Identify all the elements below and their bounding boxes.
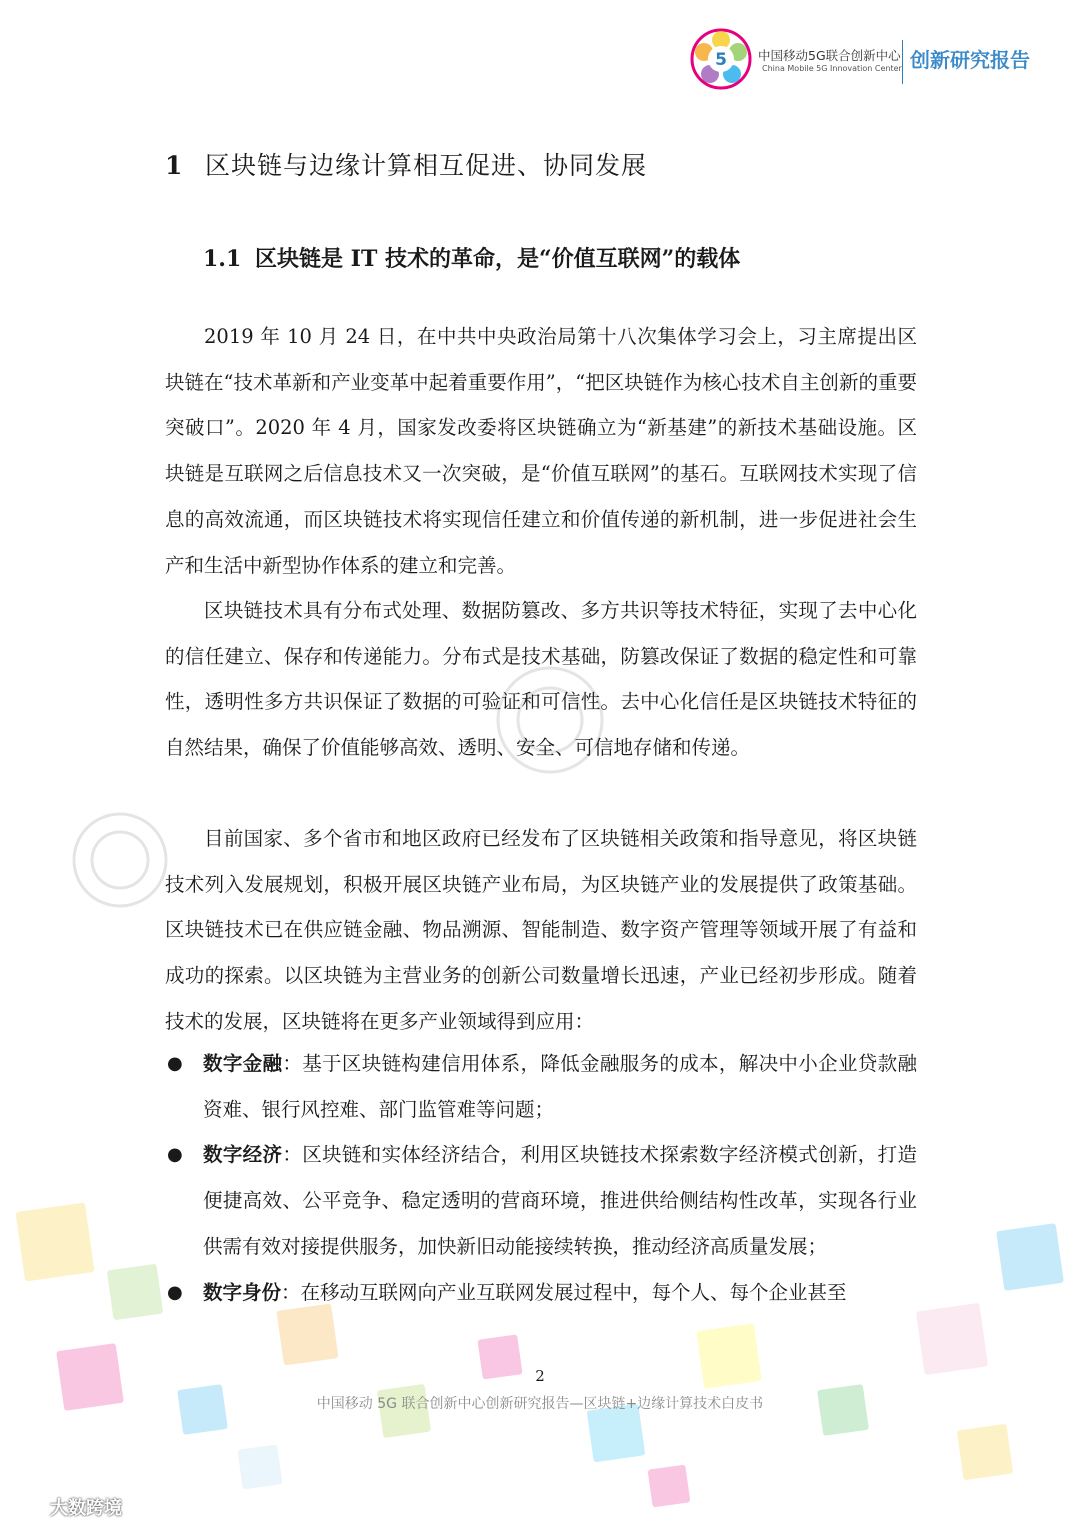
bullet-text: ：区块链和实体经济结合，利用区块链技术探索数字经济模式创新，打造便捷高效、公平竞争、稳定透明的营商环境，推进供给侧结构性改革，实现各行业供需有效对接提供服务，加快新旧动能接续转换，推动经济高质量发展； [203,1143,917,1258]
subsection-heading [203,242,740,273]
paragraph-1-block [165,314,917,588]
section-title: 区块链与边缘计算相互促进、协同发展 [205,151,648,180]
bullet-term: 数字金融 [203,1052,283,1075]
bullet-icon: ● [167,1281,183,1303]
paragraph-2-block [165,588,917,771]
subsection-number: 1.1 [203,246,242,272]
bullet-text: ：基于区块链构建信用体系，降低金融服务的成本，解决中小企业贷款融资难、银行风控难、部门监管难等问题； [203,1052,917,1121]
brand-icon [12,1494,50,1519]
list-item [165,1270,917,1316]
page-header [690,24,1060,96]
brand-watermark [12,1494,122,1520]
brand-name: 大数跨境 [50,1498,122,1519]
bullet-icon: ● [167,1144,183,1166]
paragraph: 目前国家、多个省市和地区政府已经发布了区块链相关政策和指导意见，将区块链技术列入发展规划，积极开展区块链产业布局，为区块链产业的发展提供了政策基础。区块链技术已在供应链金融、物品溯源、智能制造、数字资产管理等领域开展了有益和成功的探索。以区块链为主营业务的创新公司数量增长迅速，产业已经初步形成。随着技术的发展，区块链将在更多产业领域得到应用： [165,827,917,1033]
page-number: 2 [535,1367,545,1385]
header-divider [902,40,903,84]
bullet-term: 数字身份 [203,1280,282,1304]
bullet-term: 数字经济 [203,1143,283,1167]
svg-text:5: 5 [715,50,727,70]
section-number: 1 [165,151,184,180]
org-name-en: China Mobile 5G Innovation Center [762,64,902,73]
paragraph-3-block [165,816,917,1045]
section-heading [165,146,647,182]
subsection-title: 区块链是 IT 技术的革命，是“价值互联网”的载体 [255,246,741,272]
paragraph: 区块链技术具有分布式处理、数据防篡改、多方共识等技术特征，实现了去中心化的信任建立、保存和传递能力。分布式是技术基础，防篡改保证了数据的稳定性和可靠性，透明性多方共识保证了数据的可验证和可信性。去中心化信任是区块链技术特征的自然结果，确保了价值能够高效、透明、安全、可信地存储和传递。 [165,599,917,760]
paragraph: 2019 年 10 月 24 日，在中共中央政治局第十八次集体学习会上，习主席提出区块链在“技术革新和产业变革中起着重要作用”，“把区块链作为核心技术自主创新的重要突破口”。2020 年 4 月，国家发改委将区块链确立为“新基建”的新技术基础设施。区块链是互联网之后信息技术又一次突破，是“价值互联网”的基石。互联网技术实现了信息的高效流通，而区块链技术将实现信任建立和价值传递的新机制，进一步促进社会生产和生活中新型协作体系的建立和完善。 [165,325,917,577]
list-item [165,1132,917,1269]
report-tag: 创新研究报告 [910,48,1030,72]
bullet-icon: ● [167,1053,183,1074]
org-name-cn: 中国移动5G联合创新中心 [758,48,901,63]
5g-logo-icon [690,28,752,90]
bullet-list [165,1041,917,1315]
list-item [165,1041,917,1132]
page-footer: 中国移动 5G 联合创新中心创新研究报告—区块链+边缘计算技术白皮书 [316,1396,764,1412]
bullet-text: ：在移动互联网向产业互联网发展过程中，每个人、每个企业甚至 [281,1280,847,1304]
